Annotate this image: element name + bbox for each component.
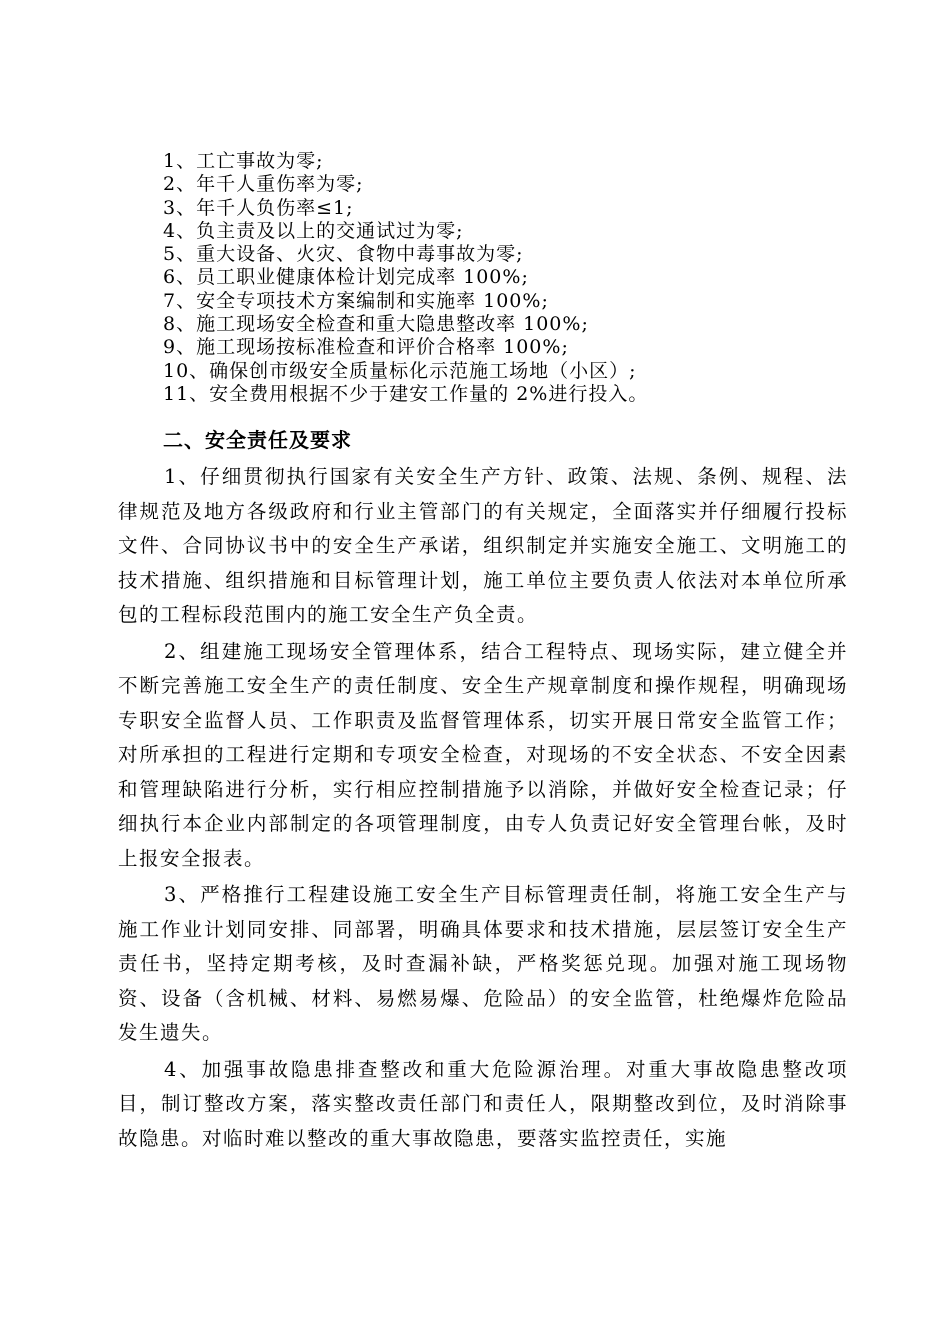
list-item: 5、重大设备、火灾、食物中毒事故为零; bbox=[163, 243, 524, 266]
paragraph: 1、仔细贯彻执行国家有关安全生产方针、政策、法规、条例、规程、法律规范及地方各级政府和行业主管部门的有关规定，全面落实并仔细履行投标文件、合同协议书中的安全生产承诺，组织制定并实施安全施工、文明施工的技术措施、组织措施和目标管理计划，施工单位主要负责人依法对本单位所承包的工程标段范围内的施工安全生产负全责。 bbox=[118, 465, 848, 626]
paragraph: 3、严格推行工程建设施工安全生产目标管理责任制，将施工安全生产与施工作业计划同安排、同部署，明确具体要求和技术措施，层层签订安全生产责任书，坚持定期考核，及时查漏补缺，严格奖惩兑现。加强对施工现场物资、设备（含机械、材料、易燃易爆、危险品）的安全监管，杜绝爆炸危险品发生遗失。 bbox=[118, 883, 848, 1044]
list-item: 8、施工现场安全检查和重大隐患整改率 100%; bbox=[163, 313, 589, 336]
list-item: 7、安全专项技术方案编制和实施率 100%; bbox=[163, 289, 549, 312]
paragraph: 4、加强事故隐患排查整改和重大危险源治理。对重大事故隐患整改项目，制订整改方案，落实整改责任部门和责任人，限期整改到位，及时消除事故隐患。对临时难以整改的重大事故隐患，要落实监控责任，实施 bbox=[118, 1057, 848, 1150]
list-item: 10、确保创市级安全质量标化示范施工场地（小区）; bbox=[163, 359, 637, 382]
body-text bbox=[118, 460, 848, 1158]
list-item: 6、员工职业健康体检计划完成率 100%; bbox=[163, 266, 529, 289]
safety-target-list bbox=[163, 150, 863, 406]
list-item: 4、负主责及以上的交通试过为零; bbox=[163, 219, 464, 242]
list-item: 9、施工现场按标准检查和评价合格率 100%; bbox=[163, 336, 569, 359]
list-item: 11、安全费用根据不少于建安工作量的 2%进行投入。 bbox=[163, 382, 649, 405]
section-heading: 二、安全责任及要求 bbox=[163, 428, 352, 452]
paragraph: 2、组建施工现场安全管理体系，结合工程特点、现场实际，建立健全并不断完善施工安全生产的责任制度、安全生产规章制度和操作规程，明确现场专职安全监督人员、工作职责及监督管理体系，切实开展日常安全监管工作；对所承担的工程进行定期和专项安全检查，对现场的不安全状态、不安全因素和管理缺陷进行分析，实行相应控制措施予以消除，并做好安全检查记录；仔细执行本企业内部制定的各项管理制度，由专人负责记好安全管理台帐，及时上报安全报表。 bbox=[118, 639, 848, 870]
list-item: 3、年千人负伤率≤1; bbox=[163, 196, 354, 219]
list-item: 2、年千人重伤率为零; bbox=[163, 173, 364, 196]
list-item: 1、工亡事故为零; bbox=[163, 150, 324, 172]
